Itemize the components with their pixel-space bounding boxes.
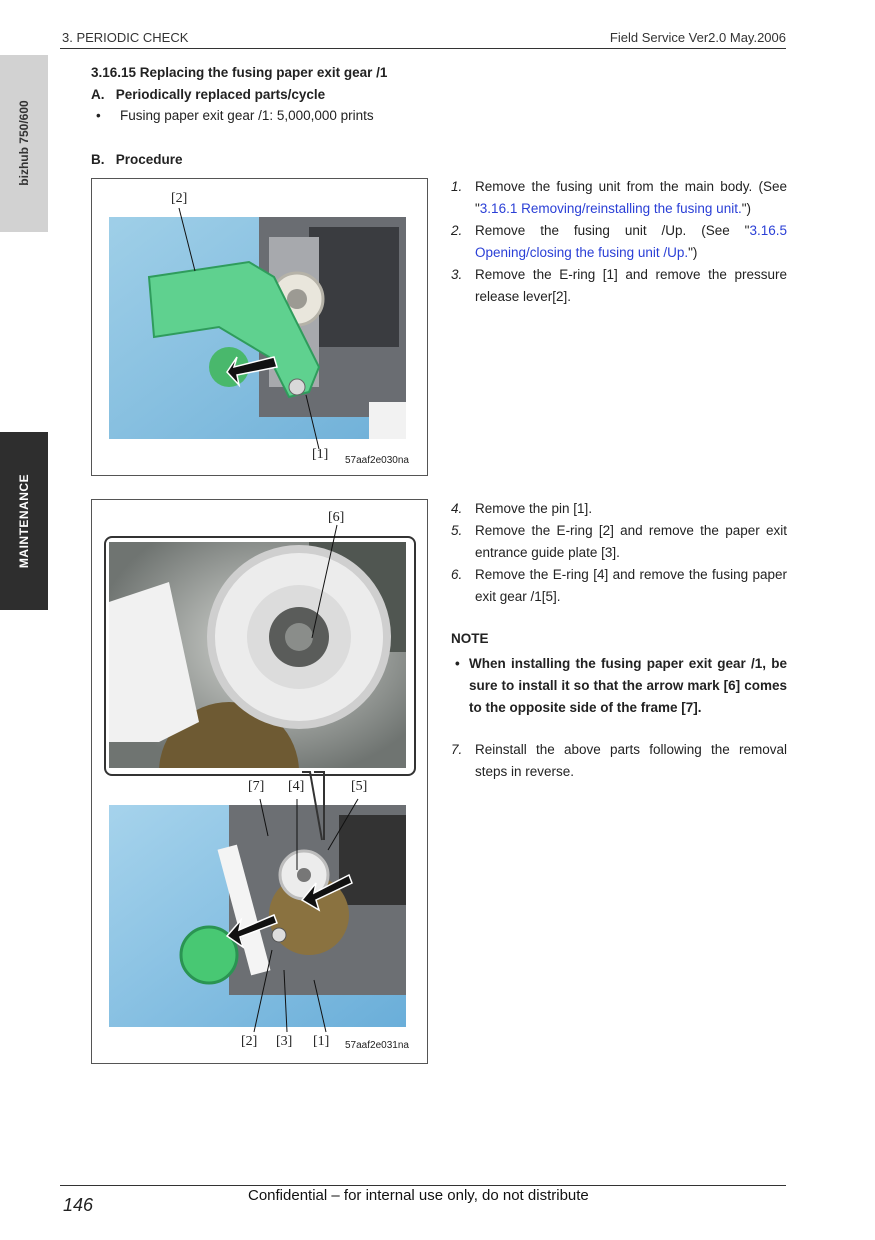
step-2-link[interactable]: 3.16.5 Opening/closing the fusing unit /Up. xyxy=(475,223,787,260)
figure-2 xyxy=(91,499,428,1064)
step-7 xyxy=(451,739,787,783)
page-number: 146 xyxy=(63,1195,94,1215)
step-7-text: Reinstall the above parts following the removal steps in reverse. xyxy=(475,742,787,779)
sidebar-model-label: bizhub 750/600 xyxy=(17,100,31,186)
note-heading: NOTE xyxy=(451,631,489,646)
step-2-text: Remove the fusing unit /Up. (See " xyxy=(475,223,750,238)
subsection-b-heading: B. Procedure xyxy=(91,152,183,167)
bullet-mark: • xyxy=(96,108,101,123)
step-1 xyxy=(451,176,787,220)
step-3-number: 3. xyxy=(451,267,463,282)
step-2 xyxy=(451,220,787,264)
step-4-text: Remove the pin [1]. xyxy=(475,501,593,516)
header-version: Field Service Ver2.0 May.2006 xyxy=(609,30,786,45)
figure-2-label-1: [1] xyxy=(313,1034,330,1049)
figure-2-label-5: [5] xyxy=(351,779,368,794)
note-text: When installing the fusing paper exit gear /1, be sure to install it so that the arrow mark [6] comes to the opposite side of the frame [7]. xyxy=(469,656,787,715)
confidential-notice: Confidential – for internal use only, do not distribute xyxy=(248,1187,589,1204)
subsection-a-heading: A. Periodically replaced parts/cycle xyxy=(91,87,326,102)
step-1-number: 1. xyxy=(451,179,463,194)
step-6-text: Remove the E-ring [4] and remove the fusing paper exit gear /1[5]. xyxy=(475,567,787,604)
step-1-text: Remove the fusing unit from the main body. (See " xyxy=(475,179,787,216)
sidebar-section-tab xyxy=(0,432,48,610)
step-4-number: 4. xyxy=(451,501,463,516)
step-5-text: Remove the E-ring [2] and remove the paper exit entrance guide plate [3]. xyxy=(475,523,787,560)
step-1-text-end: ") xyxy=(741,201,751,216)
step-3 xyxy=(451,264,787,308)
step-5-number: 5. xyxy=(451,523,463,538)
step-5 xyxy=(451,520,787,564)
figure-1-leaders xyxy=(92,179,427,475)
figure-2-label-7: [7] xyxy=(248,779,265,794)
step-2-text-end: ") xyxy=(688,245,698,260)
footer-divider xyxy=(60,1185,786,1186)
sidebar-model-tab xyxy=(0,55,48,232)
header-section-title: 3. PERIODIC CHECK xyxy=(62,30,189,45)
section-title: 3.16.15 Replacing the fusing paper exit gear /1 xyxy=(91,65,388,80)
header-divider xyxy=(60,48,786,49)
sidebar-section-label: MAINTENANCE xyxy=(17,473,31,569)
step-4 xyxy=(451,498,787,520)
figure-2-label-3: [3] xyxy=(276,1034,293,1049)
figure-1-label-2: [2] xyxy=(171,191,188,206)
step-1-link[interactable]: 3.16.1 Removing/reinstalling the fusing unit. xyxy=(479,201,742,216)
step-6 xyxy=(451,564,787,608)
step-2-number: 2. xyxy=(451,223,463,238)
figure-1-label-1: [1] xyxy=(312,447,329,462)
figure-2-label-2: [2] xyxy=(241,1034,258,1049)
figure-2-label-4: [4] xyxy=(288,779,305,794)
step-3-text: Remove the E-ring [1] and remove the pressure release lever[2]. xyxy=(475,267,787,304)
parts-cycle-text: Fusing paper exit gear /1: 5,000,000 prints xyxy=(120,108,374,123)
figure-2-label-6: [6] xyxy=(328,510,345,525)
note-bullet: • xyxy=(455,656,460,671)
step-7-number: 7. xyxy=(451,742,463,757)
figure-1 xyxy=(91,178,428,476)
figure-2-code: 57aaf2e031na xyxy=(345,1040,409,1051)
note-item xyxy=(455,653,787,719)
step-6-number: 6. xyxy=(451,567,463,582)
figure-1-code: 57aaf2e030na xyxy=(345,455,409,466)
